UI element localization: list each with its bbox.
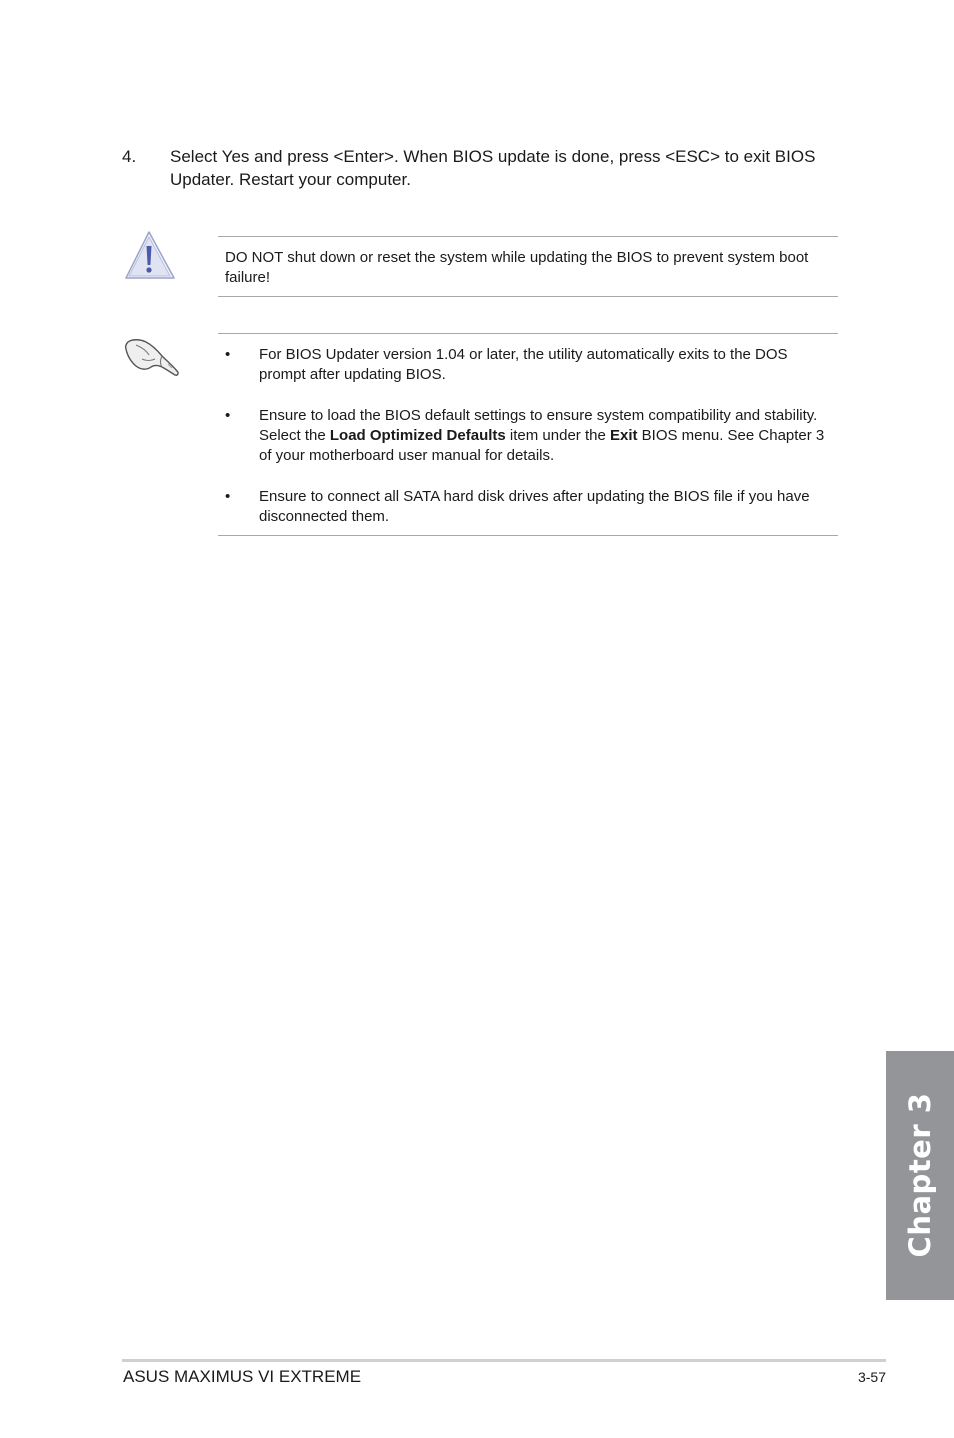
note-box [218, 333, 838, 536]
menu-name: Exit [609, 427, 638, 444]
footer-divider [122, 1359, 886, 1362]
caution-box [218, 236, 838, 297]
menu-item-name: Load Optimized Defaults [329, 427, 506, 444]
caution-text: DO NOT shut down or reset the system while updating the BIOS to prevent system boot failure! [225, 249, 809, 286]
note-hand-icon [124, 334, 182, 380]
note-item-text: Ensure to load the BIOS default settings to ensure system compatibility and stability. Select the Load Optimized Defaults item under the Exit BIOS menu. See Chapter 3 of your motherboard user manual for details. [259, 407, 825, 464]
page-number: 3-57 [857, 1369, 886, 1385]
step-number: 4. [122, 147, 137, 166]
chapter-label: Chapter 3 [903, 1092, 937, 1258]
bullet-icon: • [225, 346, 231, 363]
chapter-tab [886, 1051, 954, 1300]
note-item-text: Ensure to connect all SATA hard disk drives after updating the BIOS file if you have disconnected them. [259, 488, 810, 525]
footer-product-name: ASUS MAXIMUS VI EXTREME [123, 1367, 362, 1386]
step-text: Select Yes and press <Enter>. When BIOS update is done, press <ESC> to exit BIOS Updater. Restart your computer. [170, 147, 816, 189]
caution-icon [124, 228, 180, 282]
bullet-icon: • [225, 407, 231, 424]
note-item-text: For BIOS Updater version 1.04 or later, the utility automatically exits to the DOS prompt after updating BIOS. [259, 346, 788, 383]
bullet-icon: • [225, 488, 231, 505]
